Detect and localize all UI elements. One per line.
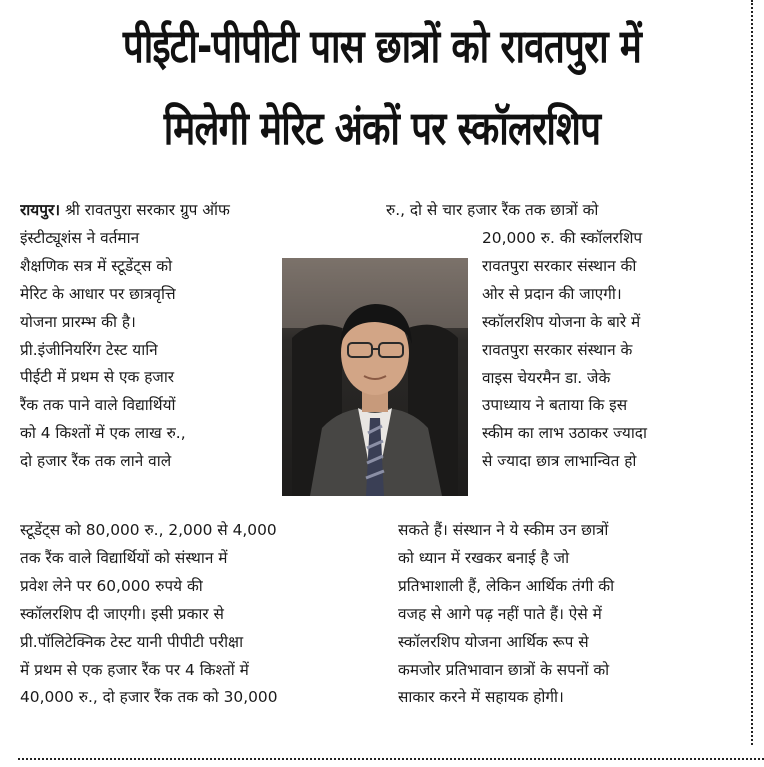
dotted-border-bottom bbox=[18, 758, 764, 760]
headline-line-1: पीईटी-पीपीटी पास छात्रों को रावतपुरा में bbox=[122, 19, 642, 73]
article-line bbox=[398, 684, 740, 712]
article-line bbox=[20, 629, 370, 657]
article-line bbox=[20, 197, 268, 225]
article-line-text: को 4 किश्तों में एक लाख रु., bbox=[20, 424, 186, 443]
article-line-text: स्कॉलरशिप योजना आर्थिक रूप से bbox=[398, 632, 589, 651]
article-line-text: रैंक तक पाने वाले विद्यार्थियों bbox=[20, 396, 176, 415]
article-line bbox=[20, 337, 268, 365]
article-line bbox=[482, 448, 740, 476]
article-line-text: रु., दो से चार हजार रैंक तक छात्रों को bbox=[386, 201, 599, 219]
article-line-text: दो हजार रैंक तक लाने वाले bbox=[20, 452, 172, 471]
article-line-text: साकार करने में सहायक होगी। bbox=[398, 688, 564, 707]
article-line bbox=[20, 392, 268, 420]
right-column-top bbox=[386, 197, 740, 225]
article-line bbox=[20, 225, 268, 253]
article-line-text: स्टूडेंट्स को 80,000 रु., 2,000 से 4,000 bbox=[20, 521, 277, 539]
article-line bbox=[386, 197, 740, 225]
article-line bbox=[20, 281, 268, 309]
article-line bbox=[20, 545, 370, 573]
article-line bbox=[482, 225, 740, 253]
article-line bbox=[20, 364, 268, 392]
article-line bbox=[20, 517, 370, 545]
article-line-text: में प्रथम से एक हजार रैंक पर 4 किश्तों में bbox=[20, 660, 249, 679]
article-line-text: ओर से प्रदान की जाएगी। bbox=[482, 284, 622, 303]
right-column-middle bbox=[482, 225, 740, 476]
article-line bbox=[20, 253, 268, 281]
article-line-text: प्री.पॉलिटेक्निक टेस्ट यानी पीपीटी परीक्षा bbox=[20, 632, 244, 651]
article-line bbox=[398, 629, 740, 657]
article-line bbox=[20, 601, 370, 629]
article-line-text: मेरिट के आधार पर छात्रवृत्ति bbox=[20, 284, 176, 303]
article-line bbox=[20, 448, 268, 476]
article-line-text: से ज्यादा छात्र लाभान्वित हो bbox=[482, 452, 637, 471]
article-line bbox=[482, 420, 740, 448]
article-line-text: स्कीम का लाभ उठाकर ज्यादा bbox=[482, 424, 647, 443]
article-line bbox=[482, 309, 740, 337]
article-line-text: वजह से आगे पढ़ नहीं पाते हैं। ऐसे में bbox=[398, 604, 602, 623]
article-line bbox=[20, 573, 370, 601]
article-line bbox=[20, 420, 268, 448]
article-line bbox=[482, 337, 740, 365]
article-line-text: प्रतिभाशाली हैं, लेकिन आर्थिक तंगी की bbox=[398, 576, 615, 595]
article-line-text: कमजोर प्रतिभावान छात्रों के सपनों को bbox=[398, 660, 610, 679]
article-line-text: पीईटी में प्रथम से एक हजार bbox=[20, 368, 175, 387]
article-line-text: श्री रावतपुरा सरकार ग्रुप ऑफ bbox=[60, 201, 230, 219]
article-line bbox=[20, 684, 370, 712]
article-line-text: को ध्यान में रखकर बनाई है जो bbox=[398, 548, 570, 567]
article-line-text: इंस्टीट्यूशंस ने वर्तमान bbox=[20, 228, 140, 247]
article-line-text: योजना प्रारम्भ की है। bbox=[20, 312, 136, 331]
article-line bbox=[398, 601, 740, 629]
right-column-lower bbox=[398, 517, 740, 712]
article-line bbox=[20, 309, 268, 337]
article-line bbox=[398, 573, 740, 601]
left-column bbox=[20, 197, 268, 476]
article-line-text: स्कॉलरशिप योजना के बारे में bbox=[482, 312, 641, 331]
article-line-text: 20,000 रु. की स्कॉलरशिप bbox=[482, 229, 643, 247]
article-line bbox=[482, 253, 740, 281]
left-column-lower bbox=[20, 517, 370, 712]
article-line-text: प्री.इंजीनियरिंग टेस्ट यानि bbox=[20, 340, 158, 359]
article-line bbox=[20, 657, 370, 685]
article-line bbox=[398, 545, 740, 573]
article-line bbox=[398, 657, 740, 685]
article-line-text: उपाध्याय ने बताया कि इस bbox=[482, 396, 628, 415]
article-line bbox=[482, 365, 740, 393]
dotted-border-right bbox=[751, 0, 753, 745]
dateline: रायपुर। bbox=[20, 201, 61, 219]
article-line-text: तक रैंक वाले विद्यार्थियों को संस्थान में bbox=[20, 548, 228, 567]
article-line-text: सकते हैं। संस्थान ने ये स्कीम उन छात्रों bbox=[398, 521, 609, 539]
article-line bbox=[398, 517, 740, 545]
article-line-text: शैक्षणिक सत्र में स्टूडेंट्स को bbox=[20, 256, 173, 275]
portrait-figure bbox=[282, 258, 468, 496]
article-line-text: 40,000 रु., दो हजार रैंक तक को 30,000 bbox=[20, 688, 278, 707]
article-line-text: स्कॉलरशिप दी जाएगी। इसी प्रकार से bbox=[20, 604, 224, 623]
article-line bbox=[482, 392, 740, 420]
article-line-text: रावतपुरा सरकार संस्थान के bbox=[482, 340, 633, 359]
portrait-photo bbox=[282, 258, 468, 496]
article-line-text: रावतपुरा सरकार संस्थान की bbox=[482, 256, 637, 275]
article-line-text: प्रवेश लेने पर 60,000 रुपये की bbox=[20, 576, 203, 595]
article-line-text: वाइस चेयरमैन डा. जेके bbox=[482, 368, 611, 387]
article-line bbox=[482, 281, 740, 309]
headline-line-2: मिलेगी मेरिट अंकों पर स्कॉलरशिप bbox=[163, 101, 601, 155]
